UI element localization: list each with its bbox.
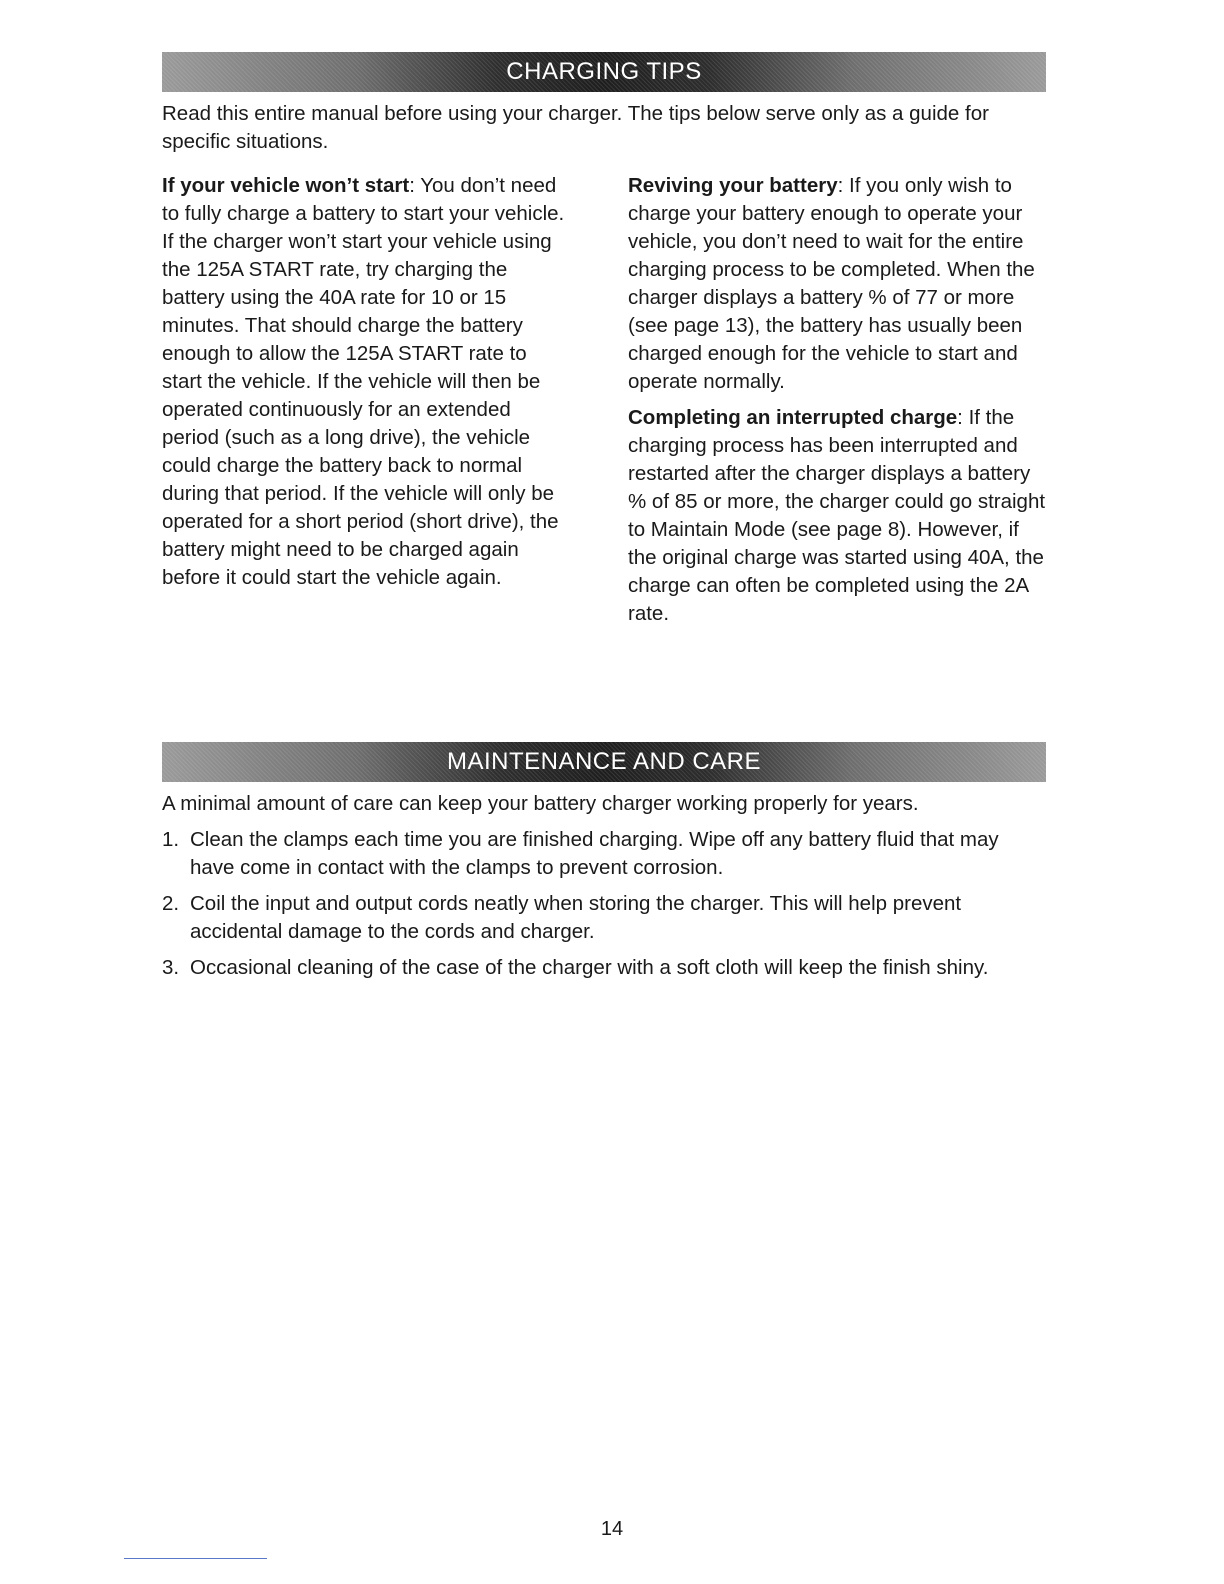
tip-body-interrupted-charge: : If the charging process has been interrupted and restarted after the charger displays a battery % of 85 or more, the charger could go straight to Maintain Mode (see page 8). However, if the original charge was started using 40A, the charge can often be completed using the 2A rate.	[628, 406, 1046, 625]
charging-tips-title: CHARGING TIPS	[506, 58, 702, 85]
charging-tips-intro: Read this entire manual before using your charger. The tips below serve only as a guide for specific situations.	[162, 102, 989, 153]
maintenance-list	[162, 826, 1042, 990]
tip-body-vehicle-wont-start: : You don’t need to fully charge a battery to start your vehicle. If the charger won’t start your vehicle using the 125A START rate, try charging the battery using the 40A rate for 10 or 15 minutes. That should charge the battery enough to allow the 125A START rate to start the vehicle. If the vehicle will then be operated continuously for an extended period (such as a long drive), the vehicle could charge the battery back to normal during that period. If the vehicle will only be operated for a short period (short drive), the battery might need to be charged again before it could start the vehicle again.	[162, 174, 565, 589]
list-item-text: Coil the input and output cords neatly when storing the charger. This will help prevent accidental damage to the cords and charger.	[190, 892, 962, 943]
tip-lead-reviving-battery: Reviving your battery	[628, 174, 838, 197]
list-item	[162, 826, 1042, 882]
maintenance-title: MAINTENANCE AND CARE	[446, 748, 762, 775]
footer-rule	[124, 1558, 267, 1559]
list-item-text: Occasional cleaning of the case of the charger with a soft cloth will keep the finish shiny.	[190, 956, 989, 979]
tip-vehicle-wont-start-paragraph	[162, 172, 572, 592]
tip-lead-vehicle-wont-start: If your vehicle won’t start	[162, 174, 410, 197]
tips-right-column	[628, 172, 1052, 636]
tip-lead-interrupted-charge: Completing an interrupted charge	[628, 406, 958, 429]
tip-vehicle-wont-start	[162, 172, 572, 600]
list-item-number: 2.	[162, 892, 180, 915]
maintenance-banner	[162, 742, 1046, 782]
list-item-number: 1.	[162, 828, 180, 851]
page-number: 14	[600, 1518, 624, 1540]
list-item	[162, 954, 1042, 982]
list-item-text: Clean the clamps each time you are finished charging. Wipe off any battery fluid that may have come in contact with the clamps to prevent corrosion.	[190, 828, 999, 879]
tip-body-reviving-battery: : If you only wish to charge your battery enough to operate your vehicle, you don’t need to wait for the entire charging process to be completed. When the charger displays a battery % of 77 or more (see page 13), the battery has usually been charged enough for the vehicle to start and operate normally.	[628, 174, 1035, 393]
charging-tips-banner	[162, 52, 1046, 92]
list-item	[162, 890, 1042, 946]
list-item-number: 3.	[162, 956, 180, 979]
tip-reviving-battery	[628, 172, 1052, 396]
tip-interrupted-charge	[628, 404, 1052, 628]
maintenance-intro: A minimal amount of care can keep your battery charger working properly for years.	[162, 792, 919, 815]
